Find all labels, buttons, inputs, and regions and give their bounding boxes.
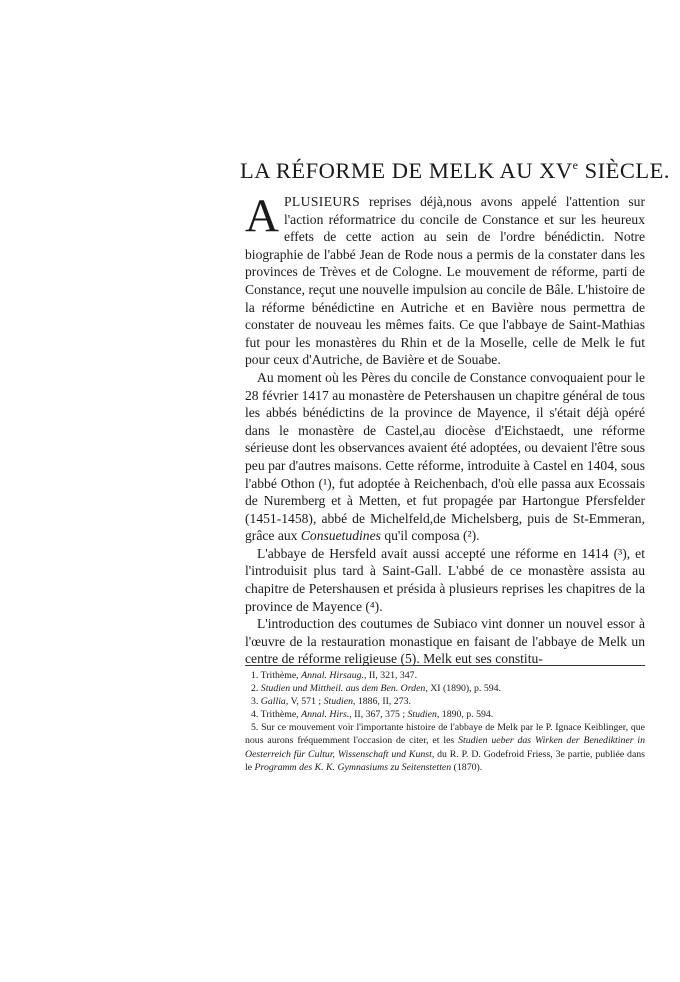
footnote: 3. Gallia, V, 571 ; Studien, 1886, II, 273. xyxy=(251,696,411,708)
paragraph: L'introduction des coutumes de Subiaco vint donner un nouvel essor à l'œuvre de la restauration monastique en faisant de l'abbaye de Melk un centre de réforme religieuse (5). Melk eut ses constitu- xyxy=(245,616,645,667)
footnotes xyxy=(245,665,645,774)
footnote: 5. Sur ce mouvement voir l'importante histoire de l'abbaye de Melk par le P. Ignace Keiblinger, que nous aurons fréquemment l'occasion de citer, et les Studien ueber das Wirken der Benediktiner in Oesterreich für Cultur, Wissenschaft und Kunst, du R. P. D. Godefroid Friess, 3e partie, publiée dans le Programm des K. K. Gymnasiums zu Seitenstetten (1870). xyxy=(245,722,645,773)
paragraph: APLUSIEURS reprises déjà,nous avons appelé l'attention sur l'action réformatrice du concile de Constance et sur les heureux effets de cette action au sein de l'ordre bénédictin. Notre biographie de l'abbé Jean de Rode nous a permis de la constater dans les provinces de Trèves et de Cologne. Le mouvement de réforme, parti de Constance, reçut une nouvelle impulsion au concile de Bâle. L'histoire de la réforme bénédictine en Autriche et en Bavière nous permettra de constater de nouveau les mêmes faits. Ce que l'abbaye de Saint-Mathias fut pour les monastères du Rhin et de la Moselle, celle de Melk le fut pour ceux d'Autriche, de Bavière et de Souabe. xyxy=(245,190,645,368)
paragraph: Au moment où les Pères du concile de Constance convoquaient pour le 28 février 1417 au monastère de Petershausen un chapitre général de tous les abbés bénédictins de la province de Mayence, il s'était déjà opéré dans le monastère de Castel,au diocèse d'Eichstaedt, une réforme sérieuse dont les observances avaient été adoptées, ou devaient l'être sous peu par d'autres maisons. Cette réforme, introduite à Castel en 1404, sous l'abbé Othon (¹), fut adoptée à Reichenbach, d'où elle passa aux Ecossais de Nuremberg et à Metten, et fut propagée par Hartongue Pfersfelder (1451-1458), abbé de Michelfeld,de Michelsberg, puis de St-Emmeran, grâce aux Consuetudines qu'il composa (²). xyxy=(245,369,645,544)
footnote: 4. Trithème, Annal. Hirs., II, 367, 375 ; Studien, 1890, p. 594. xyxy=(251,709,494,721)
drop-cap: A xyxy=(245,190,279,242)
opening-words: PLUSIEURS xyxy=(283,194,361,209)
chapter-title: LA RÉFORME DE MELK AU XVe SIÈCLE. xyxy=(240,158,670,184)
footnote: 1. Trithème, Annal. Hirsaug., II, 321, 347. xyxy=(251,670,418,681)
paragraph: L'abbaye de Hersfeld avait aussi accepté une réforme en 1414 (³), et l'introduisit plus tard à Saint-Gall. L'abbé de ce monastère assista au chapitre de Petershausen et présida à plusieurs reprises les chapitres de la province de Mayence (⁴). xyxy=(245,545,645,614)
body-text xyxy=(245,190,645,668)
footnote: 2. Studien und Mittheil. aus dem Ben. Orden, XI (1890), p. 594. xyxy=(251,683,501,695)
